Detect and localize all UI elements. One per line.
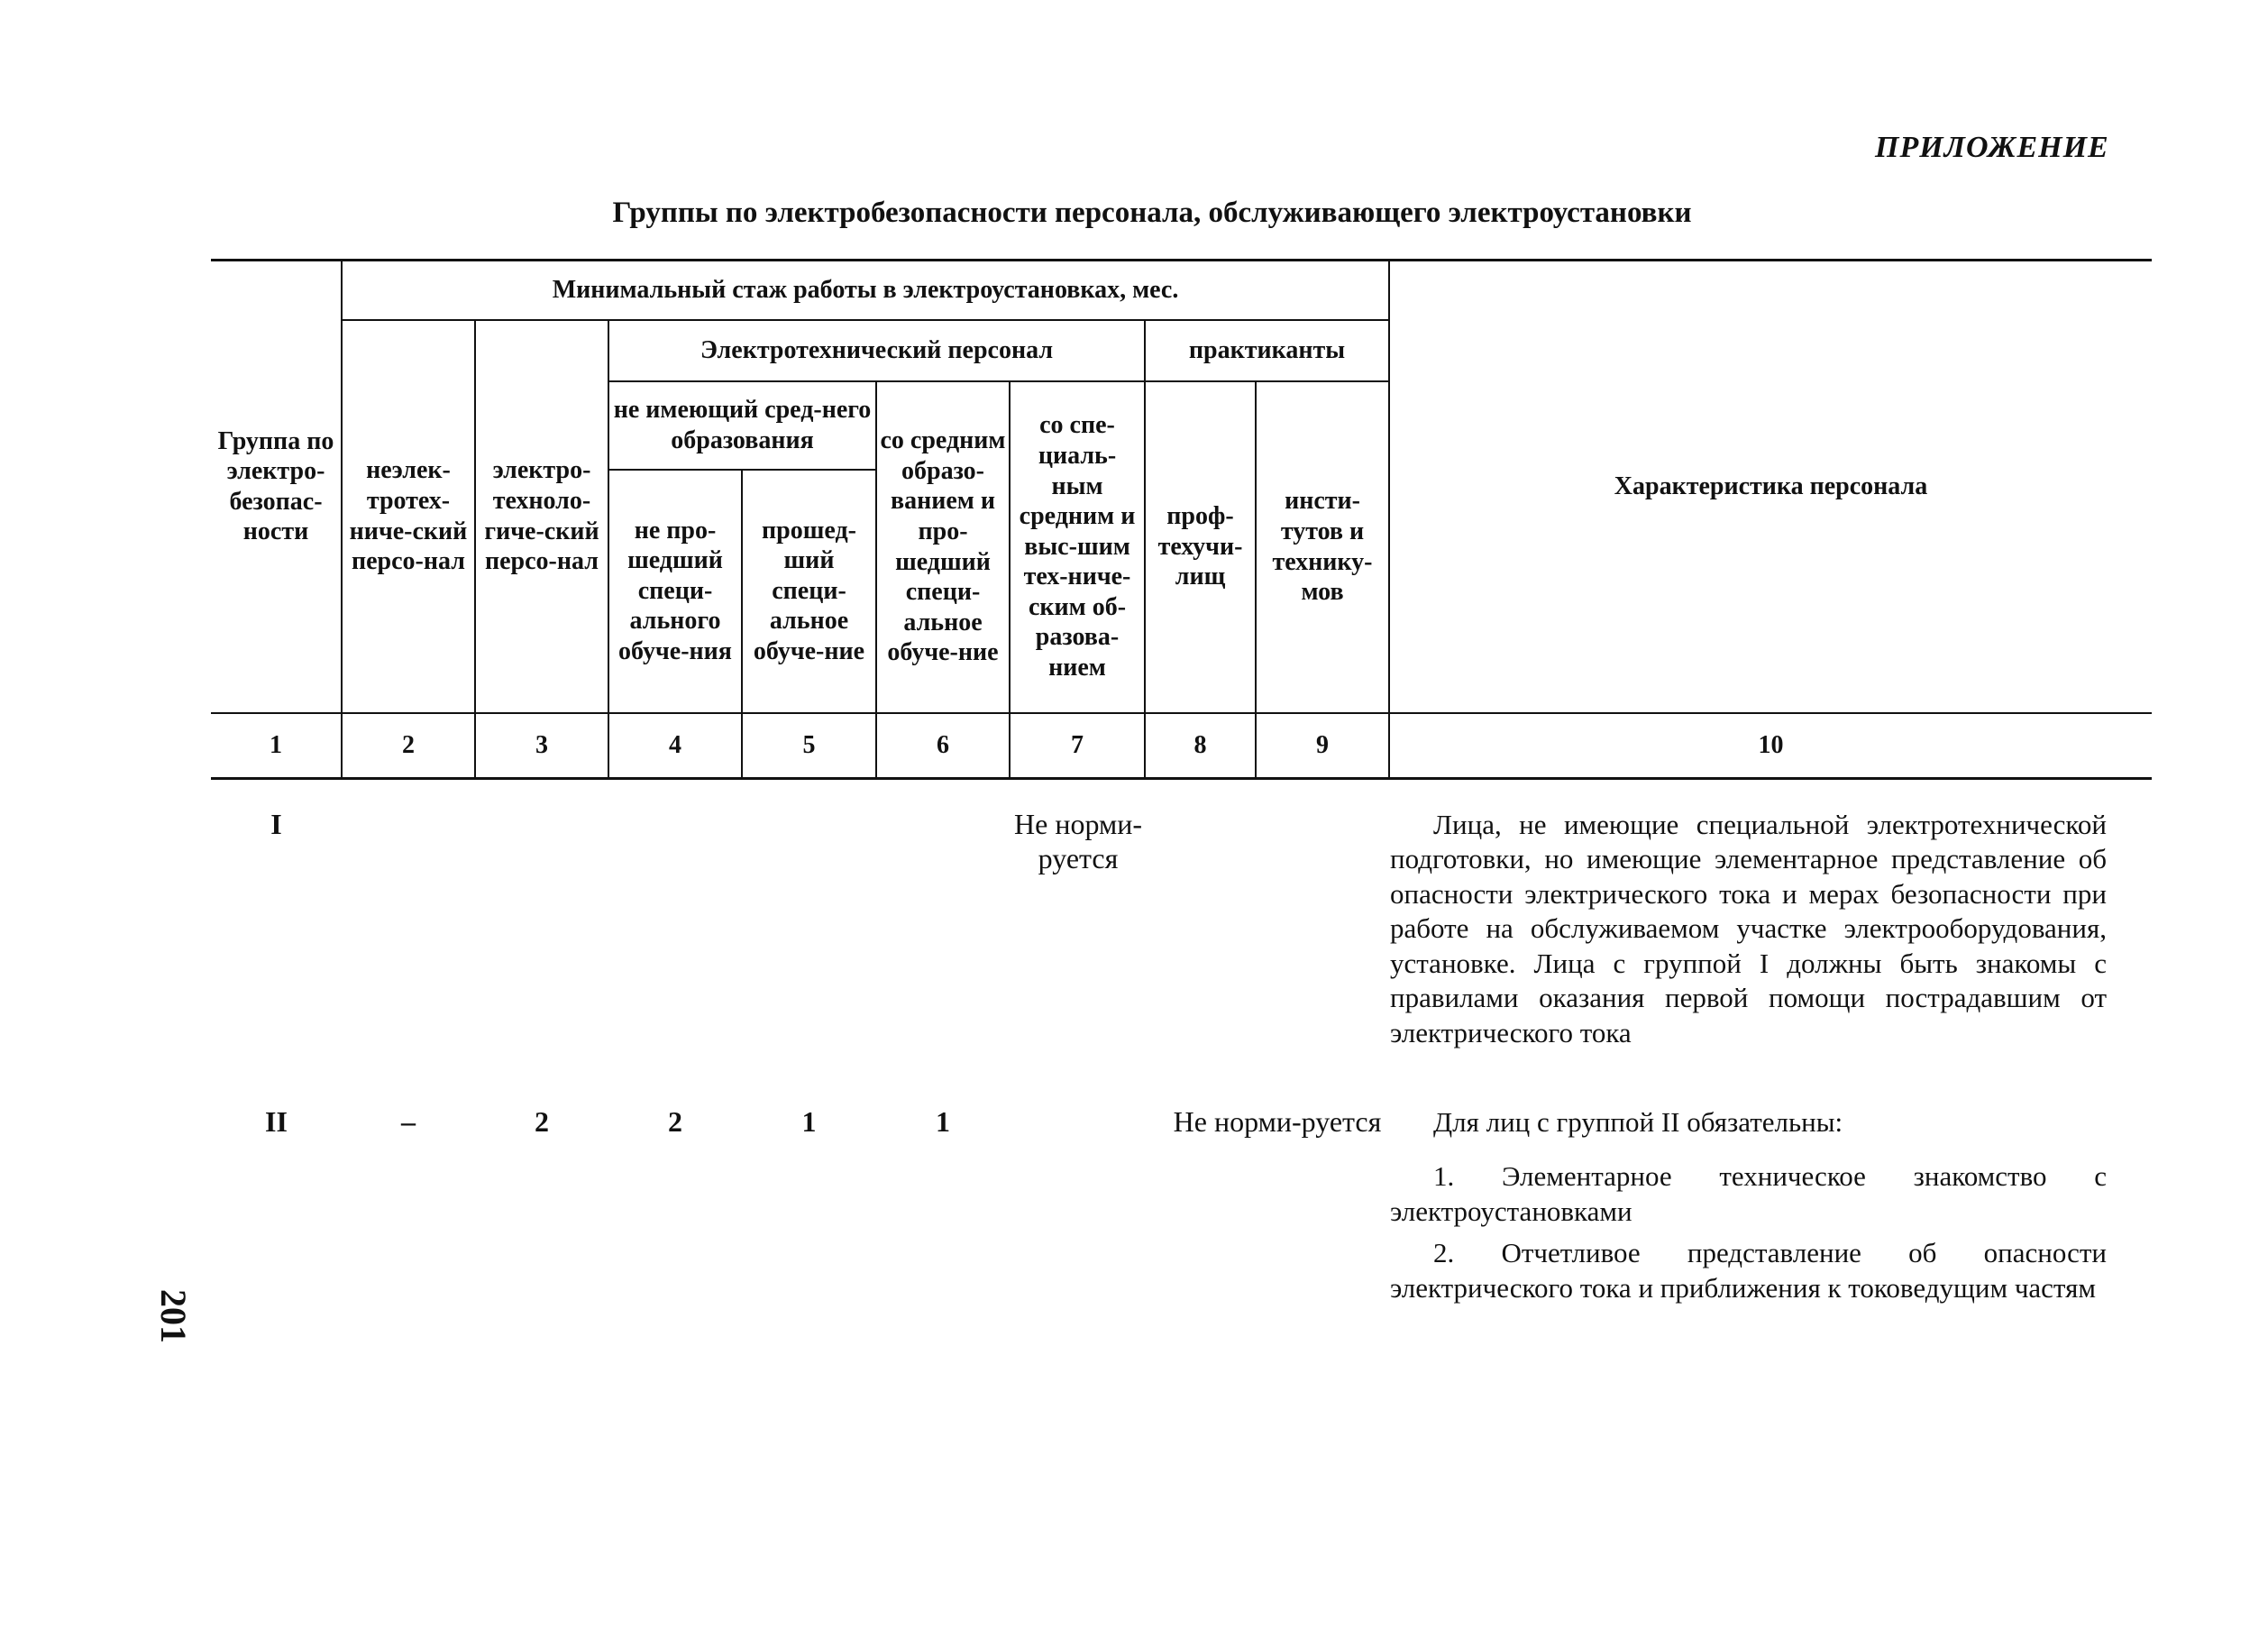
personnel-groups-table-header — [211, 259, 2152, 780]
row-1-characteristic — [1390, 808, 2107, 1050]
row-1-col7: Не норми-руется — [1014, 808, 1142, 875]
header-secondary: со средним образо-ванием и про-шедший специ-альное обуче-ние — [876, 381, 1010, 713]
row-1-group: I — [270, 808, 282, 840]
header-trained: прошед-ший специ-альное обуче-ние — [742, 470, 876, 713]
column-number: 10 — [1389, 713, 2152, 779]
column-number: 2 — [342, 713, 475, 779]
column-number: 5 — [742, 713, 876, 779]
row-2-col6: 1 — [936, 1105, 950, 1138]
header-min-experience: Минимальный стаж работы в электроустановках, мес. — [342, 261, 1389, 320]
header-vocational: проф-техучи-лищ — [1145, 381, 1256, 713]
row-2-col5: 1 — [801, 1105, 817, 1138]
document-title: Группы по электробезопасности персонала, обслуживающего электроустановки — [612, 197, 1692, 229]
row-2-group: II — [265, 1105, 288, 1138]
column-number: 1 — [211, 713, 342, 779]
header-group: Группа по электро-безопас-ности — [211, 261, 342, 713]
page-number: 201 — [153, 1289, 194, 1343]
column-number: 8 — [1145, 713, 1256, 779]
header-electro-tech: электро-техноло-гиче-ский персо-нал — [475, 320, 608, 713]
column-number: 7 — [1010, 713, 1145, 779]
characteristic-paragraph: Для лиц с группой II обязательны: — [1433, 1106, 1843, 1138]
header-no-secondary: не имеющий сред-него образования — [608, 381, 876, 470]
row-2-col4: 2 — [668, 1105, 682, 1138]
header-no-training: не про-шедший специ-ального обуче-ния — [608, 470, 742, 713]
characteristic-paragraph: 2. Отчетливое представление об опасности электрического тока и приближения к токоведущим частям — [1390, 1237, 2107, 1304]
column-number: 3 — [475, 713, 608, 779]
header-special-higher: со спе-циаль-ным средним и выс-шим тех-ниче-ским об-разова-нием — [1010, 381, 1145, 713]
header-institutes: инсти-тутов и технику-мов — [1256, 381, 1389, 713]
header-trainees: практиканты — [1145, 320, 1389, 381]
row-2-col2: – — [401, 1105, 416, 1138]
column-number: 6 — [876, 713, 1010, 779]
characteristic-paragraph: Лица, не имеющие специальной электротехнической подготовки, но имеющие элементарное представление об опасности электрического тока и мерах безопасности при работе на обслуживаемом участке электрооборудования, установке. Лица с группой I должны быть знакомы с правилами оказания первой помощи пострадавшим от электрического тока — [1390, 809, 2107, 1048]
row-2-col8-9: Не норми-руется — [1173, 1105, 1382, 1138]
row-2-characteristic — [1390, 1105, 2107, 1305]
header-non-electro: неэлек-тротех-ниче-ский персо-нал — [342, 320, 475, 713]
characteristic-paragraph: 1. Элементарное техническое знакомство с электроустановками — [1390, 1160, 2107, 1227]
column-number: 9 — [1256, 713, 1389, 779]
header-characteristic: Характеристика персонала — [1389, 261, 2152, 713]
header-electro-personnel: Электротехнический персонал — [608, 320, 1145, 381]
appendix-label: ПРИЛОЖЕНИЕ — [1875, 131, 2109, 164]
column-number: 4 — [608, 713, 742, 779]
row-2-col3: 2 — [535, 1105, 549, 1138]
